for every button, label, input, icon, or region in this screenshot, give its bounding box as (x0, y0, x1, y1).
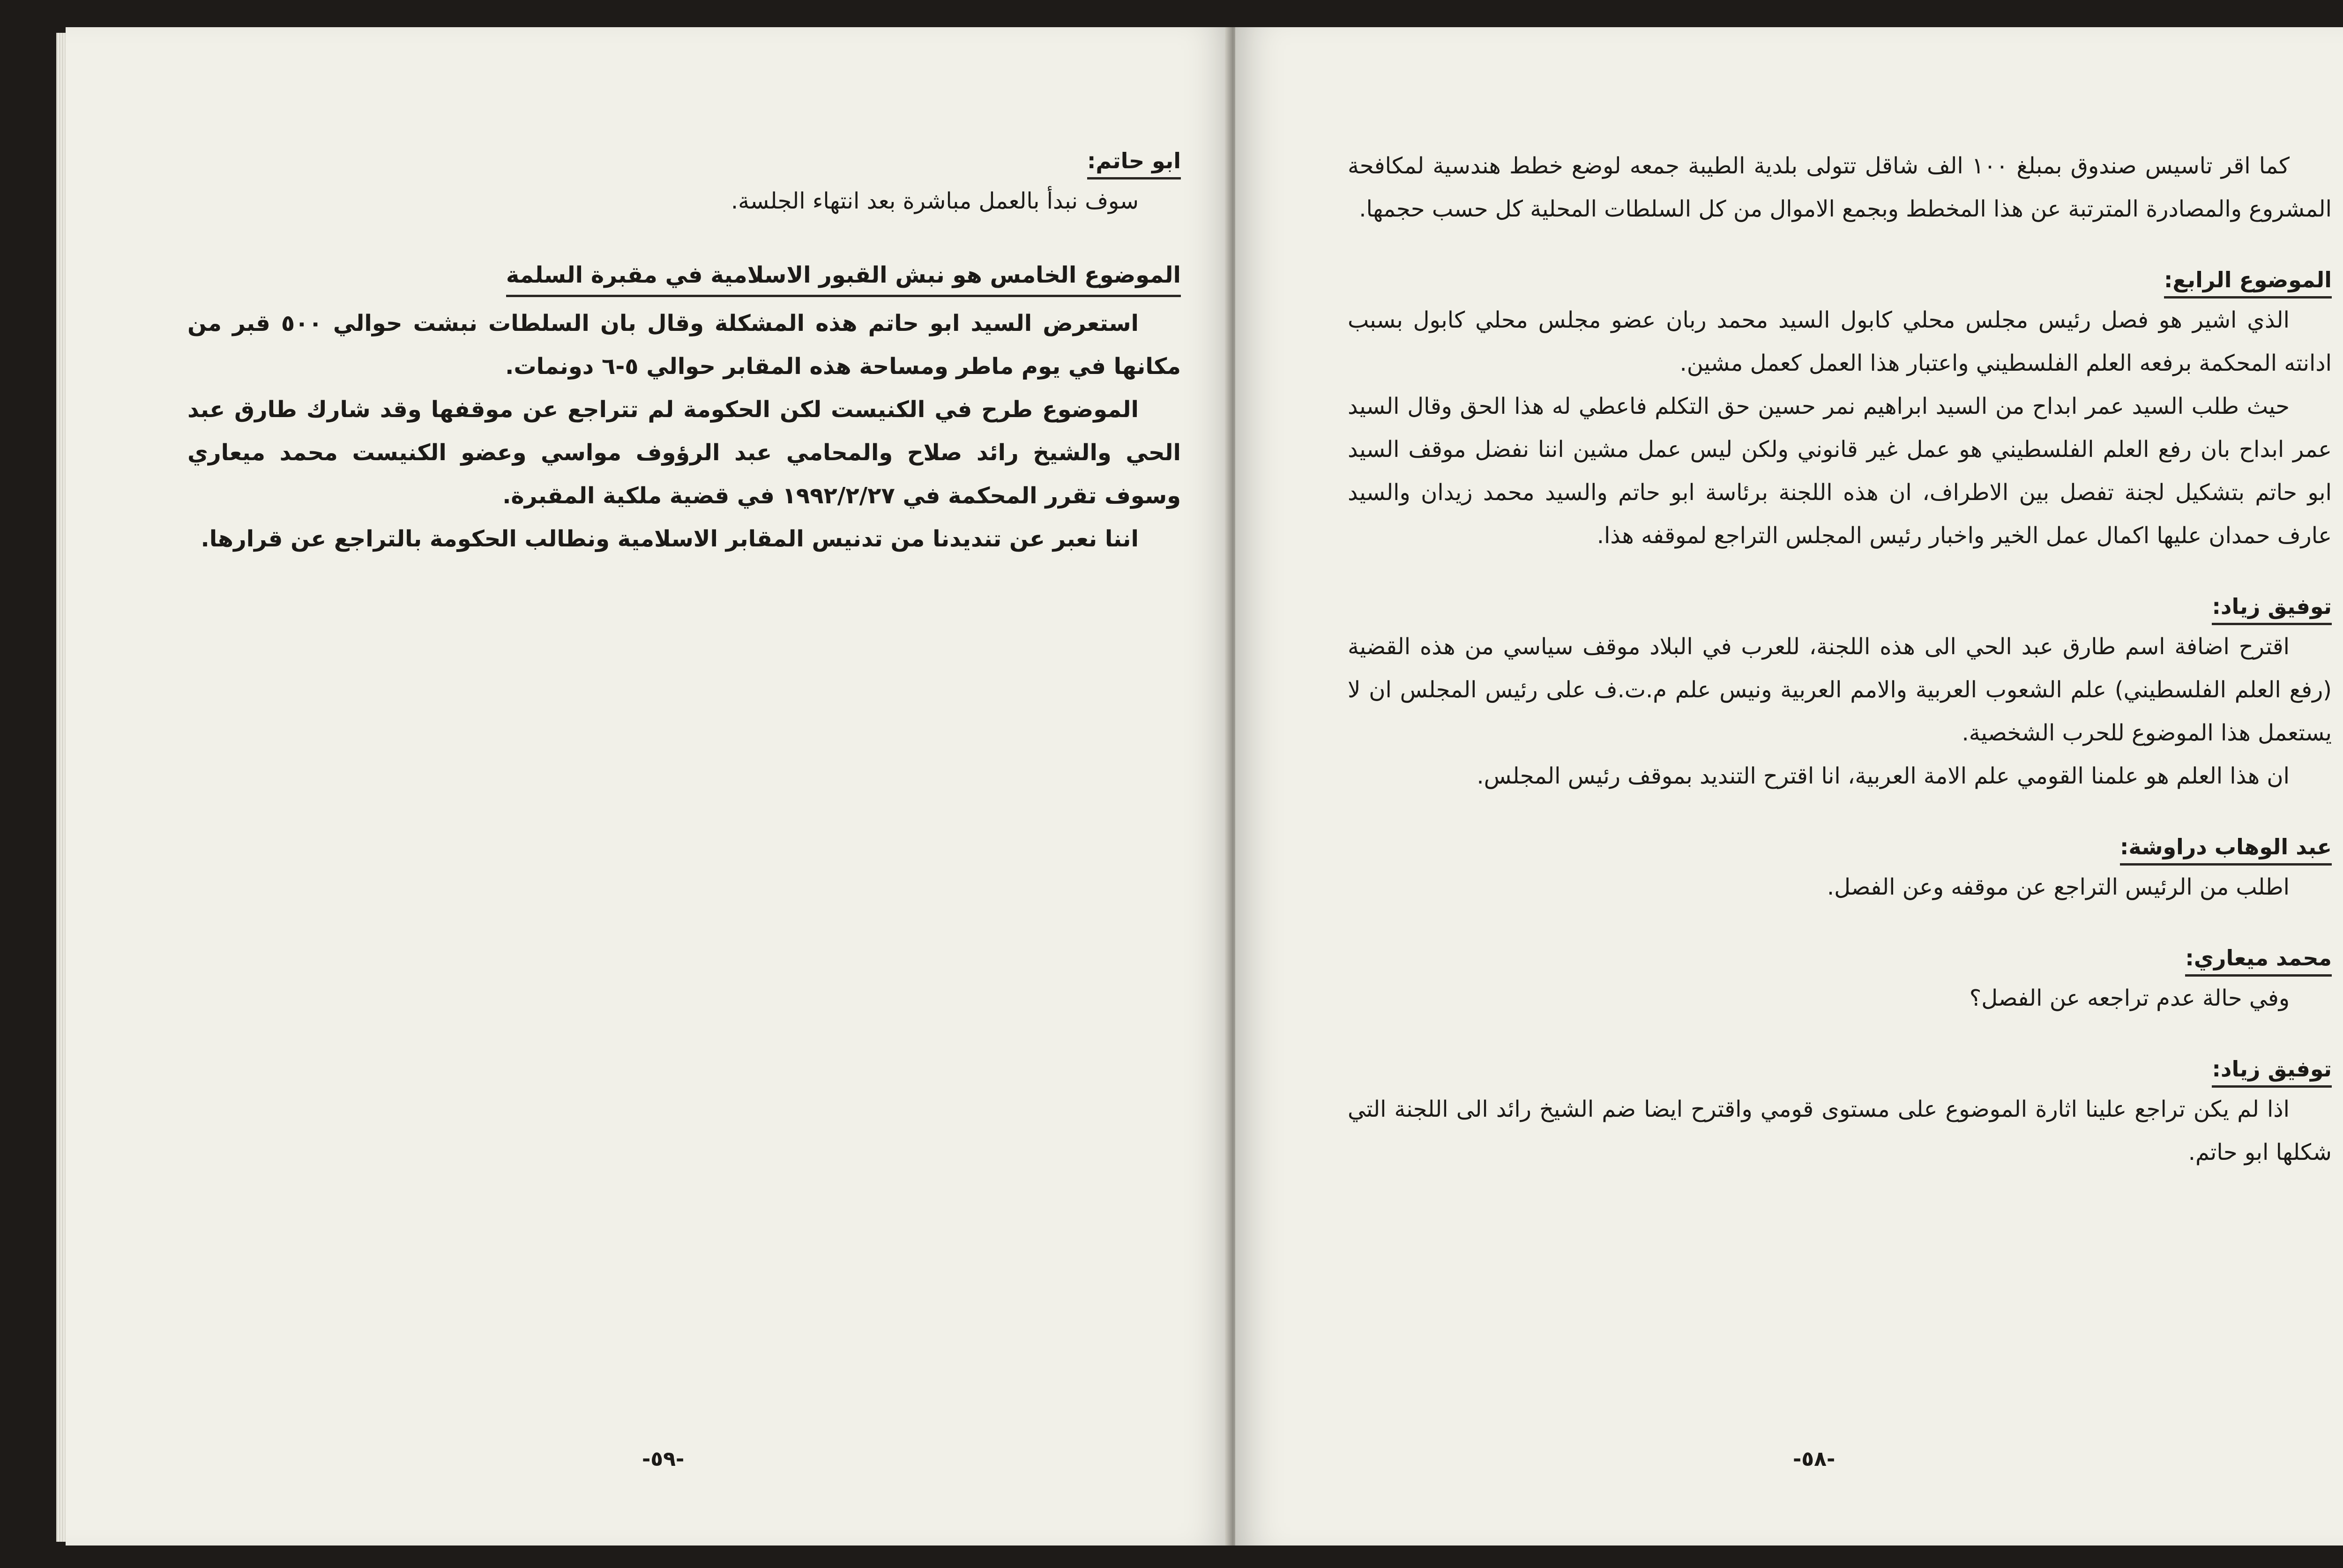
speaker-name: عبد الوهاب دراوشة: (2120, 830, 2332, 866)
topic-five-block (187, 255, 1181, 560)
right-page (1235, 27, 2343, 1546)
speaker-block-tawfiq-ziad (1348, 590, 2332, 798)
speaker-name: توفيق زياد: (2212, 590, 2332, 625)
topic-four-block (1348, 263, 2332, 557)
topic-paragraph: حيث طلب السيد عمر ابداح من السيد ابراهيم نمر حسين حق التكلم فاعطي له هذا الحق وقال السيد عمر ابداح بان رفع العلم الفلسطيني هو عمل غير قانوني ولكن ليس عمل مشين اننا نفضل موقف السيد ابو حاتم بتشكيل لجنة تفصل بين الاطراف، ان هذه اللجنة برئاسة ابو حاتم والسيد محمد زيدان والسيد عارف حمدان عليها اكمال عمل الخير واخبار رئيس المجلس التراجع لموقفه هذا. (1348, 393, 2332, 549)
speaker-block-abu-hatem (187, 144, 1181, 223)
topic-heading: الموضوع الرابع: (2164, 263, 2332, 299)
speaker-text: اقترح اضافة اسم طارق عبد الحي الى هذه اللجنة، للعرب في البلاد موقف سياسي من هذه القضية (رفع العلم الفلسطيني) علم الشعوب العربية والامم العربية ونيس علم م.ت.ف على رئيس المجلس ان لا يستعمل هذا الموضوع للحرب الشخصية. (1348, 634, 2332, 746)
left-page-text-column (187, 144, 1181, 593)
topic-paragraph: اننا نعبر عن تنديدنا من تدنيس المقابر الاسلامية ونطالب الحكومة بالتراجع عن قرارها. (201, 526, 1139, 552)
intro-paragraph: كما اقر تاسيس صندوق بمبلغ ١٠٠ الف شاقل تتولى بلدية الطيبة جمعه لوضع خطط هندسية لمكافحة المشروع والمصادرة المترتبة عن هذا المخطط وبجمع الاموال من كل السلطات المحلية كل حسب حجمها. (1348, 153, 2332, 222)
topic-paragraph: استعرض السيد ابو حاتم هذه المشكلة وقال بان السلطات نبشت حوالي ٥٠٠ قبر من مكانها في يوم ماطر ومساحة هذه المقابر حوالي ٥-٦ دونمات. (187, 310, 1181, 380)
page-number: -٥٨- (1793, 1447, 1836, 1471)
speaker-text: ان هذا العلم هو علمنا القومي علم الامة العربية، انا اقترح التنديد بموقف رئيس المجلس. (1477, 763, 2290, 789)
bleed-through-texture (197, 590, 1181, 633)
topic-paragraph: الذي اشير هو فصل رئيس مجلس محلي كابول السيد محمد ربان عضو مجلس محلي كابول بسبب ادانته المحكمة برفعه العلم الفلسطيني واعتبار هذا العمل كعمل مشين. (1348, 307, 2332, 376)
speaker-block-tawfiq-ziad-2 (1348, 1053, 2332, 1174)
speaker-name: توفيق زياد: (2212, 1053, 2332, 1088)
speaker-text: اذا لم يكن تراجع علينا اثارة الموضوع على مستوى قومي واقترح ايضا ضم الشيخ رائد الى اللجنة التي شكلها ابو حاتم. (1348, 1096, 2332, 1165)
speaker-name: محمد ميعاري: (2185, 941, 2332, 977)
topic-paragraph: الموضوع طرح في الكنيست لكن الحكومة لم تتراجع عن موقفها وقد شارك طارق عبد الحي والشيخ رائد صلاح والمحامي عبد الرؤوف مواسي وعضو الكنيست محمد ميعاري وسوف تقرر المحكمة في ١٩٩٢/٢/٢٧ في قضية ملكية المقبرة. (187, 396, 1181, 509)
speaker-name: ابو حاتم: (1087, 144, 1181, 179)
speaker-text: وفي حالة عدم تراجعه عن الفصل؟ (1969, 985, 2290, 1011)
right-page-text-column (1348, 144, 2332, 1207)
speaker-text: سوف نبدأ بالعمل مباشرة بعد انتهاء الجلسة. (731, 188, 1139, 214)
page-number: -٥٩- (642, 1447, 685, 1471)
topic-heading: الموضوع الخامس هو نبش القبور الاسلامية في مقبرة السلمة (506, 255, 1181, 297)
speaker-block-darawsheh (1348, 830, 2332, 909)
speaker-text: اطلب من الرئيس التراجع عن موقفه وعن الفصل. (1827, 874, 2290, 900)
speaker-block-miari (1348, 941, 2332, 1020)
intro-block (1348, 144, 2332, 231)
left-page (66, 27, 1232, 1546)
